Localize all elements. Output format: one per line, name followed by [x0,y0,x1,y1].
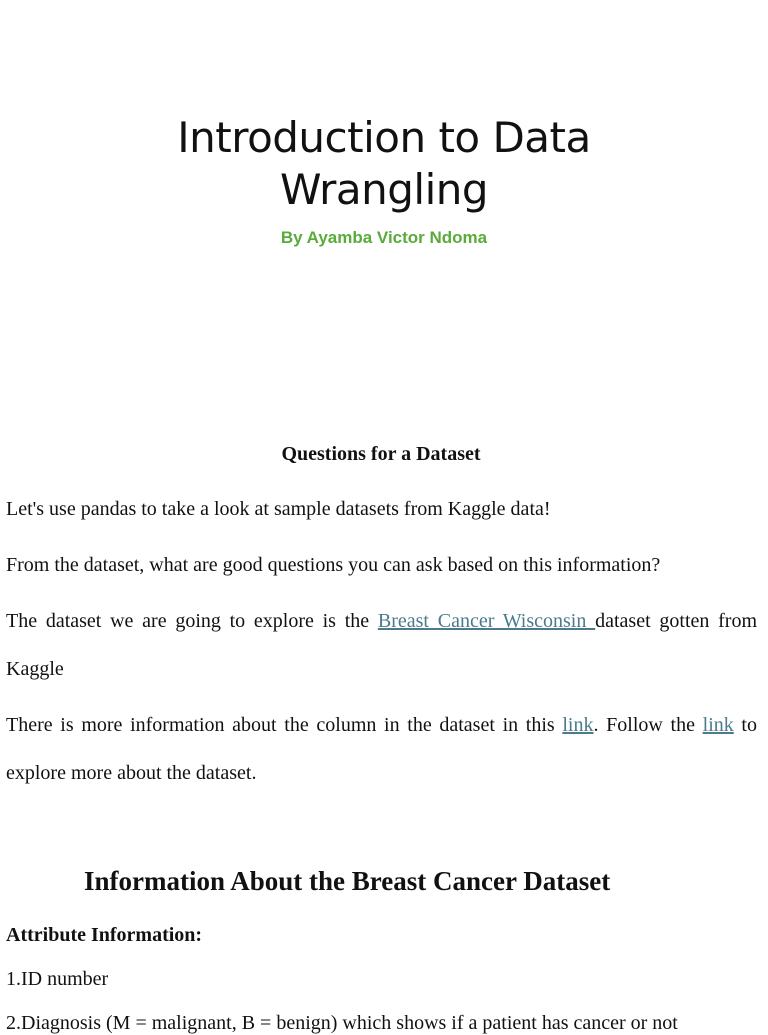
title-line-1: Introduction to Data [177,113,591,162]
dataset-text-after: dataset gotten from Kaggle [6,610,758,680]
paragraph-dataset [6,597,757,693]
more-info-text-after: to explore more about the dataset. [6,714,757,784]
attribute-item-diagnosis: 2.Diagnosis (M = malignant, B = benign) which shows if a patient has cancer or not [6,1012,678,1034]
questions-heading: Questions for a Dataset [281,443,481,465]
more-info-text-middle: . Follow the [593,714,703,736]
explore-dataset-link[interactable]: link [702,714,734,736]
document-title [0,112,768,216]
info-section-heading: Information About the Breast Cancer Dataset [84,866,611,896]
dataset-text-before: The dataset we are going to explore is the [6,610,378,632]
breast-cancer-wisconsin-link[interactable]: Breast Cancer Wisconsin [377,610,596,632]
author-byline: By Ayamba Victor Ndoma [280,228,488,247]
paragraph-more-info [6,701,757,797]
paragraph-intro: Let's use pandas to take a look at sample datasets from Kaggle data! [6,498,551,520]
column-info-link[interactable]: link [562,714,594,736]
more-info-text-before: There is more information about the column in the dataset in this [6,714,563,736]
title-line-2: Wrangling [279,165,489,214]
attribute-info-label: Attribute Information: [6,924,203,946]
attribute-item-id: 1.ID number [6,968,109,990]
paragraph-questions: From the dataset, what are good questions you can ask based on this information? [6,554,661,576]
